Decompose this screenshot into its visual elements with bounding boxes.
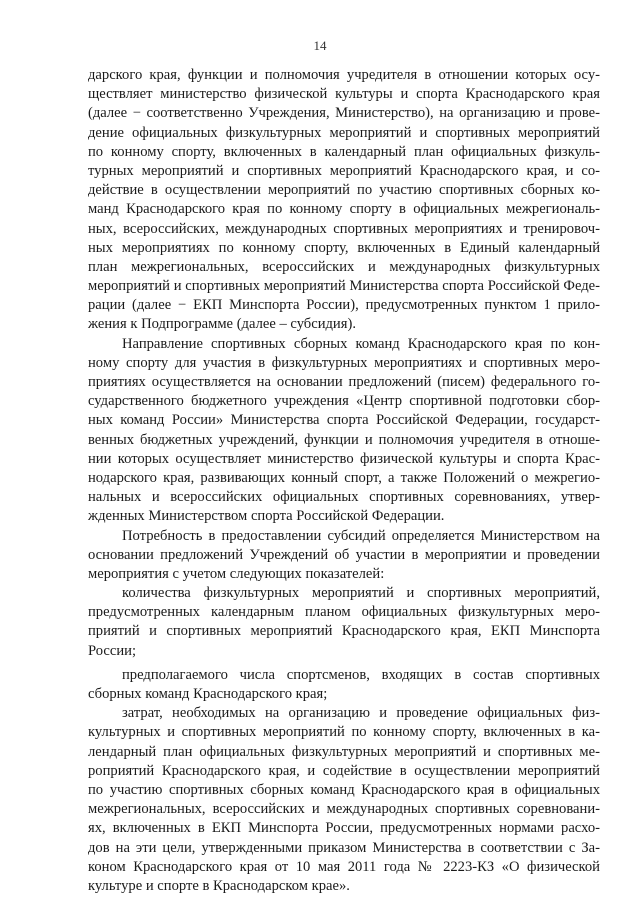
document-body (88, 66, 600, 896)
text-line: роприятий Краснодарского края, и содействие в осуществлении мероприятий (88, 762, 600, 779)
text-line: сударственного бюджетного учреждения «Центр спортивной подготовки сбор- (88, 393, 600, 410)
text-line: турных мероприятий и спортивных мероприятий Краснодарского края, и со- (88, 162, 600, 179)
text-line: культуре и спорте в Краснодарском крае». (88, 877, 350, 894)
text-line: нальных и всероссийских официальных спортивных соревнованиях, утвер- (88, 489, 600, 506)
text-line: ных мероприятиях по конному спорту, включенных в Единый календарный (88, 239, 600, 256)
text-line: нии которых осуществляет министерство физической культуры и спорта Крас- (88, 450, 600, 467)
text-line: лендарный план официальных физкультурных мероприятий и спортивных ме- (88, 743, 600, 760)
text-line: культурных и спортивных мероприятий по конному спорту, включенных в ка- (88, 724, 600, 741)
text-line: Направление спортивных сборных команд Краснодарского края по кон- (122, 335, 600, 352)
text-line: Потребность в предоставлении субсидий определяется Министерством на (122, 527, 600, 544)
text-line: жения к Подпрограмме (далее – субсидия). (88, 316, 356, 333)
text-line: дарского края, функции и полномочия учредителя в отношении которых осу- (88, 67, 600, 83)
text-line: ных, всероссийских, международных спортивных мероприятиях и тренировоч- (88, 220, 600, 237)
text-line: ному спорту для участия в физкультурных мероприятиях и спортивных меро- (88, 354, 600, 371)
text-line: дение официальных физкультурных мероприятий и спортивных мероприятий (88, 124, 600, 141)
text-line: приятий и спортивных мероприятий Краснодарского края, ЕКП Минспорта (88, 623, 600, 640)
text-line: предполагаемого числа спортсменов, входящих в состав спортивных (122, 666, 600, 683)
text-line: межрегиональных, всероссийских и международных спортивных соревновани- (88, 801, 600, 818)
text-line: мероприятия с учетом следующих показателей: (88, 565, 385, 582)
text-line: жденных Министерством спорта Российской Федерации. (88, 508, 445, 525)
page-number: 14 (313, 38, 327, 53)
text-line: России; (88, 642, 137, 659)
text-line: (далее − соответственно Учреждения, Министерство), на организацию и прове- (88, 105, 600, 122)
text-line: ных команд России» Министерства спорта Российской Федерации, государст- (88, 412, 600, 429)
text-line: дов на эти цели, утвержденными приказом Министерства в соответствии с За- (88, 839, 600, 856)
text-line: рации (далее − ЕКП Минспорта России), предусмотренных пунктом 1 прило- (88, 297, 600, 314)
text-line: основании предложений Учреждений об участии в мероприятии и проведении (88, 546, 600, 563)
text-line: сборных команд Краснодарского края; (88, 686, 328, 702)
text-line: действие в осуществлении мероприятий по участию спортивных сборных ко- (88, 182, 600, 199)
text-line: план межрегиональных, всероссийских и международных физкультурных (88, 258, 600, 275)
text-line: венных бюджетных учреждений, функции и полномочия учредителя в отноше- (88, 431, 600, 448)
text-line: по конному спорту, включенных в календарный план официальных физкуль- (88, 143, 600, 160)
text-line: нодарского края, развивающих конный спорт, а также Положений о межрегио- (88, 469, 600, 486)
text-line: ях, включенных в ЕКП Минспорта России, предусмотренных нормами расхо- (88, 820, 600, 837)
text-line: по участию спортивных сборных команд Краснодарского края в официальных (88, 781, 600, 798)
text-line: манд Краснодарского края по конному спорту в официальных межрегиональ- (88, 201, 600, 218)
text-line: предусмотренных календарным планом официальных физкультурных меро- (88, 604, 600, 621)
text-line: ществляет министерство физической культуры и спорта Краснодарского края (88, 86, 600, 103)
text-line: коном Краснодарского края от 10 мая 2011 года № 2223-КЗ «О физической (88, 858, 600, 875)
text-line: мероприятий и спортивных мероприятий Министерства спорта Российской Феде- (88, 278, 600, 295)
text-line: затрат, необходимых на организацию и проведение официальных физ- (122, 705, 600, 722)
text-line: количества физкультурных мероприятий и спортивных мероприятий, (122, 585, 600, 602)
text-line: приятиях осуществляется на основании предложений (писем) федерального го- (88, 374, 600, 390)
